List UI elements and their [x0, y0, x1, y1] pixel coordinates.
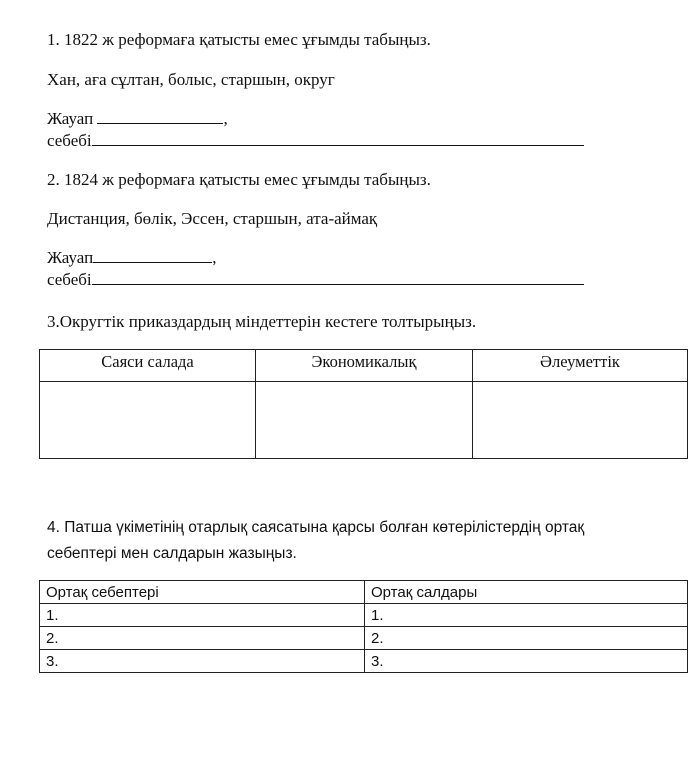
result-cell[interactable]: 3.	[365, 650, 688, 673]
result-cell[interactable]: 2.	[365, 627, 688, 650]
duties-table	[39, 349, 688, 459]
table-cell-economic[interactable]	[256, 382, 473, 459]
question-2-text: 2. 1824 ж реформаға қатысты емес ұғымды табыңыз.	[47, 170, 431, 189]
reason-blank-2[interactable]	[92, 270, 584, 285]
cause-cell[interactable]: 3.	[40, 650, 365, 673]
reason-blank-1[interactable]	[92, 131, 584, 146]
cause-cell[interactable]: 1.	[40, 604, 365, 627]
question-1-answer-row	[47, 109, 228, 129]
question-4-text-line2: себептері мен салдарын жазыңыз.	[47, 545, 297, 562]
cause-cell[interactable]: 2.	[40, 627, 365, 650]
table-header-causes: Ортақ себептері	[40, 581, 365, 604]
table-header-economic: Экономикалық	[256, 350, 473, 382]
result-cell[interactable]: 1.	[365, 604, 688, 627]
table-cell-social[interactable]	[473, 382, 688, 459]
answer-blank-2[interactable]	[93, 248, 212, 263]
table-header-social: Әлеуметтік	[473, 350, 688, 382]
answer-label: Жауап	[47, 109, 94, 128]
table-row	[40, 604, 688, 627]
question-1-options: Хан, аға сұлтан, болыс, старшын, округ	[47, 70, 335, 89]
causes-results-table	[39, 580, 688, 673]
reason-label: себебі	[47, 131, 92, 150]
question-4-text-line1: 4. Патша үкіметінің отарлық саясатына қарсы болған көтерілістердің ортақ	[47, 519, 585, 536]
answer-comma: ,	[223, 109, 228, 128]
answer-label: Жауап	[47, 248, 94, 267]
table-header-political: Саяси салада	[40, 350, 256, 382]
question-2-options: Дистанция, бөлік, Эссен, старшын, ата-аймақ	[47, 209, 378, 228]
table-header-results: Ортақ салдары	[365, 581, 688, 604]
table-row	[40, 627, 688, 650]
table-cell-political[interactable]	[40, 382, 256, 459]
question-1-text: 1. 1822 ж реформаға қатысты емес ұғымды табыңыз.	[47, 30, 431, 49]
question-2-reason-row	[47, 270, 584, 290]
reason-label: себебі	[47, 270, 92, 289]
question-3-text: 3.Округтік приказдардың міндеттерін кестеге толтырыңыз.	[47, 312, 477, 331]
question-2-answer-row	[47, 248, 216, 268]
answer-comma: ,	[212, 248, 217, 267]
table-row	[40, 650, 688, 673]
question-1-reason-row	[47, 131, 584, 151]
answer-blank-1[interactable]	[97, 109, 223, 124]
